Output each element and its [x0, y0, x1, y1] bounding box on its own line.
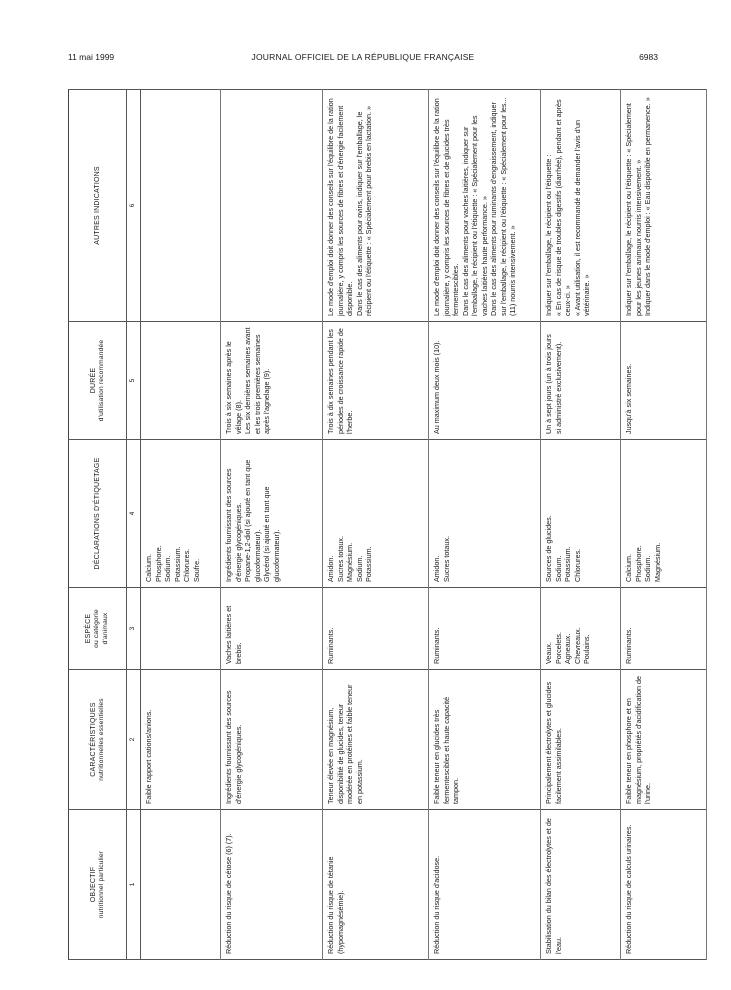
cell-line: Sodium.	[163, 555, 172, 582]
cell-line: Chlorures.	[182, 548, 191, 582]
column-header-autres: AUTRES INDICATIONS	[69, 90, 127, 322]
cell-line: Sucres totaux.	[335, 536, 345, 582]
cell-line: Phosphore.	[153, 545, 163, 582]
cell-line: Soufre.	[191, 558, 201, 582]
cell-line: Phosphore.	[633, 545, 643, 582]
header-page-number: 6983	[639, 52, 658, 62]
cell-line: Agneaux.	[563, 633, 572, 664]
column-number: 6	[127, 90, 141, 322]
cell-caracteristiques: Teneur élevée en magnésium, disponibilité de glucides, teneur modérée en protéines et faible teneur en potassium.	[323, 670, 429, 810]
cell-autres	[323, 90, 429, 322]
cell-line: Jusqu'à six semaines.	[624, 363, 633, 434]
cell-line: Sources de glucides.	[544, 515, 553, 582]
cell-espece: Ruminants.	[429, 588, 541, 670]
cell-line: Sodium.	[553, 555, 563, 582]
cell-duree	[323, 322, 429, 440]
cell-line: Sodium.	[643, 555, 652, 582]
column-header-declarations: DÉCLARATIONS D'ÉTIQUETAGE	[69, 440, 127, 588]
cell-declarations	[221, 440, 323, 588]
cell-line: Le mode d'emploi doit donner des conseils sur l'équilibre de la ration journalière, y compris les sources de fibres et d'énergie facilement disponible.	[326, 98, 354, 316]
cell-declarations	[141, 440, 221, 588]
cell-line: Calcium.	[144, 554, 153, 582]
cell-espece: Ruminants.	[621, 588, 707, 670]
cell-duree	[429, 322, 541, 440]
cell-line: Indiquer dans le mode d'emploi : « Eau disponible en permanence. »	[643, 97, 652, 316]
column-number: 3	[127, 588, 141, 670]
cell-line: Veaux.	[544, 642, 553, 664]
column-header-espece: ESPÈCE ou catégorie d'animaux	[69, 588, 127, 670]
table-row	[221, 90, 323, 960]
nutrition-objectives-table	[68, 89, 707, 960]
cell-line: Trois à dix semaines pendant les périodes de croissance rapide de l'herbe.	[326, 328, 354, 434]
cell-line: Potassium.	[364, 546, 373, 582]
cell-duree	[621, 322, 707, 440]
cell-espece: Ruminants.	[323, 588, 429, 670]
header-date: 11 mai 1999	[68, 52, 115, 62]
table-row	[621, 90, 707, 960]
cell-line: Calcium.	[624, 554, 633, 582]
column-number: 1	[127, 810, 141, 960]
cell-line: Glycérol (si ajouté en tant que glucoformateur).	[262, 486, 281, 582]
cell-caracteristiques: Principalement électrolytes et glucides facilement assimilables.	[541, 670, 621, 810]
header-journal-title: JOURNAL OFFICIEL DE LA RÉPUBLIQUE FRANÇAISE	[251, 52, 475, 62]
cell-objectif	[141, 810, 221, 960]
cell-line: Porcelets.	[553, 632, 563, 664]
cell-line: « Avant utilisation, il est recommandé de demander l'avis d'un vétérinaire. »	[572, 120, 591, 316]
table-row	[541, 90, 621, 960]
rotated-table-container	[68, 90, 662, 960]
cell-duree	[221, 322, 323, 440]
table-row	[141, 90, 221, 960]
table-row	[429, 90, 541, 960]
cell-caracteristiques: Faible rapport cations/anions.	[141, 670, 221, 810]
cell-line: Potassium.	[172, 546, 182, 582]
cell-objectif: Réduction du risque d'acidose.	[429, 810, 541, 960]
cell-espece: Vaches laitières et brebis.	[221, 588, 323, 670]
cell-line: Ingrédients fournissant des sources d'énergie glycogéniques.	[224, 468, 243, 582]
cell-declarations	[429, 440, 541, 588]
cell-objectif: Réduction du risque de tétanie (hypomagnésémie).	[323, 810, 429, 960]
cell-caracteristiques: Ingrédients fournissant des sources d'énergie glycogéniques.	[221, 670, 323, 810]
cell-duree	[541, 322, 621, 440]
cell-line: Indiquer sur l'emballage, le récipient ou l'étiquette :	[544, 154, 553, 316]
cell-objectif: Réduction du risque de calculs urinaires.	[621, 810, 707, 960]
page-header	[68, 52, 658, 66]
column-header-objectif: OBJECTIF nutritionnel particulier	[69, 810, 127, 960]
cell-line: Magnésium.	[652, 542, 662, 582]
cell-line: Sucres totaux.	[441, 536, 451, 582]
cell-objectif: Stabilisation du bilan des électrolytes et de l'eau.	[541, 810, 621, 960]
cell-espece	[141, 588, 221, 670]
cell-caracteristiques: Faible teneur en phosphore et en magnésium, propriétés d'acidification de l'urine.	[621, 670, 707, 810]
table-header-row	[69, 90, 127, 960]
cell-declarations	[621, 440, 707, 588]
column-number-row	[127, 90, 141, 960]
cell-line: Trois à six semaines après le vêlage (8).	[224, 341, 243, 434]
cell-line: Potassium.	[563, 546, 572, 582]
cell-caracteristiques: Faible teneur en glucides très fermentescibles et haute capacité tampon.	[429, 670, 541, 810]
cell-line: Les six dernières semaines avant et les trois premières semaines après l'agnelage (9).	[243, 327, 271, 434]
cell-duree	[141, 322, 221, 440]
cell-line: Au maximum deux mois (10).	[432, 340, 441, 434]
cell-line: Poulains.	[582, 634, 591, 664]
cell-line: Chlorures.	[572, 548, 582, 582]
table-row	[323, 90, 429, 960]
column-header-caracteristiques: CARACTÉRISTIQUES nutritionnelles essentielles	[69, 670, 127, 810]
cell-autres	[429, 90, 541, 322]
cell-line: Dans le cas des aliments pour ruminants d'engraissement, indiquer sur l'emballage, le récipient ou l'étiquette : « Spécialement pour les... (11) nourris intensivement. »	[489, 97, 517, 316]
cell-espece	[541, 588, 621, 670]
cell-line: « En cas de risque de troubles digestifs (diarrhée), pendant et après ceux-ci. »	[553, 99, 572, 316]
cell-line: Un à sept jours (un à trois jours si administré exclusivement).	[544, 334, 563, 434]
cell-line: Le mode d'emploi doit donner des conseils sur l'équilibre de la ration journalière, y compris les sources de fibres et de glucides très fermentescibles.	[432, 98, 460, 316]
cell-line: Amidon.	[326, 555, 335, 582]
column-number: 5	[127, 322, 141, 440]
cell-declarations	[541, 440, 621, 588]
cell-line: Amidon.	[432, 555, 441, 582]
cell-line: Dans le cas des aliments pour vaches laitières, indiquer sur l'emballage, le récipient ou l'étiquette : « Spécialement pour les vaches laitières haute performance. »	[460, 115, 489, 316]
cell-autres	[541, 90, 621, 322]
column-number: 4	[127, 440, 141, 588]
cell-line: Dans le cas des aliments pour ovins, indiquer sur l'emballage, le récipient ou l'étiquette : « Spécialement pour brebis en lactation. »	[354, 106, 373, 316]
cell-line: Propane-1,2-diol (si ajouté en tant que glucoformateur).	[243, 459, 262, 582]
cell-line: Magnésium.	[345, 542, 354, 582]
cell-autres	[141, 90, 221, 322]
cell-autres	[221, 90, 323, 322]
cell-line: Chevreaux.	[572, 627, 582, 664]
column-number: 2	[127, 670, 141, 810]
cell-autres	[621, 90, 707, 322]
cell-line: Sodium.	[354, 555, 364, 582]
cell-objectif: Réduction du risque de cétose (6) (7).	[221, 810, 323, 960]
column-header-duree: DURÉE d'utilisation recommandée	[69, 322, 127, 440]
table-frame	[68, 90, 662, 960]
cell-declarations	[323, 440, 429, 588]
cell-line: Indiquer sur l'emballage, le récipient ou l'étiquette : « Spécialement pour les jeunes animaux nourris intensivement. »	[624, 103, 643, 316]
